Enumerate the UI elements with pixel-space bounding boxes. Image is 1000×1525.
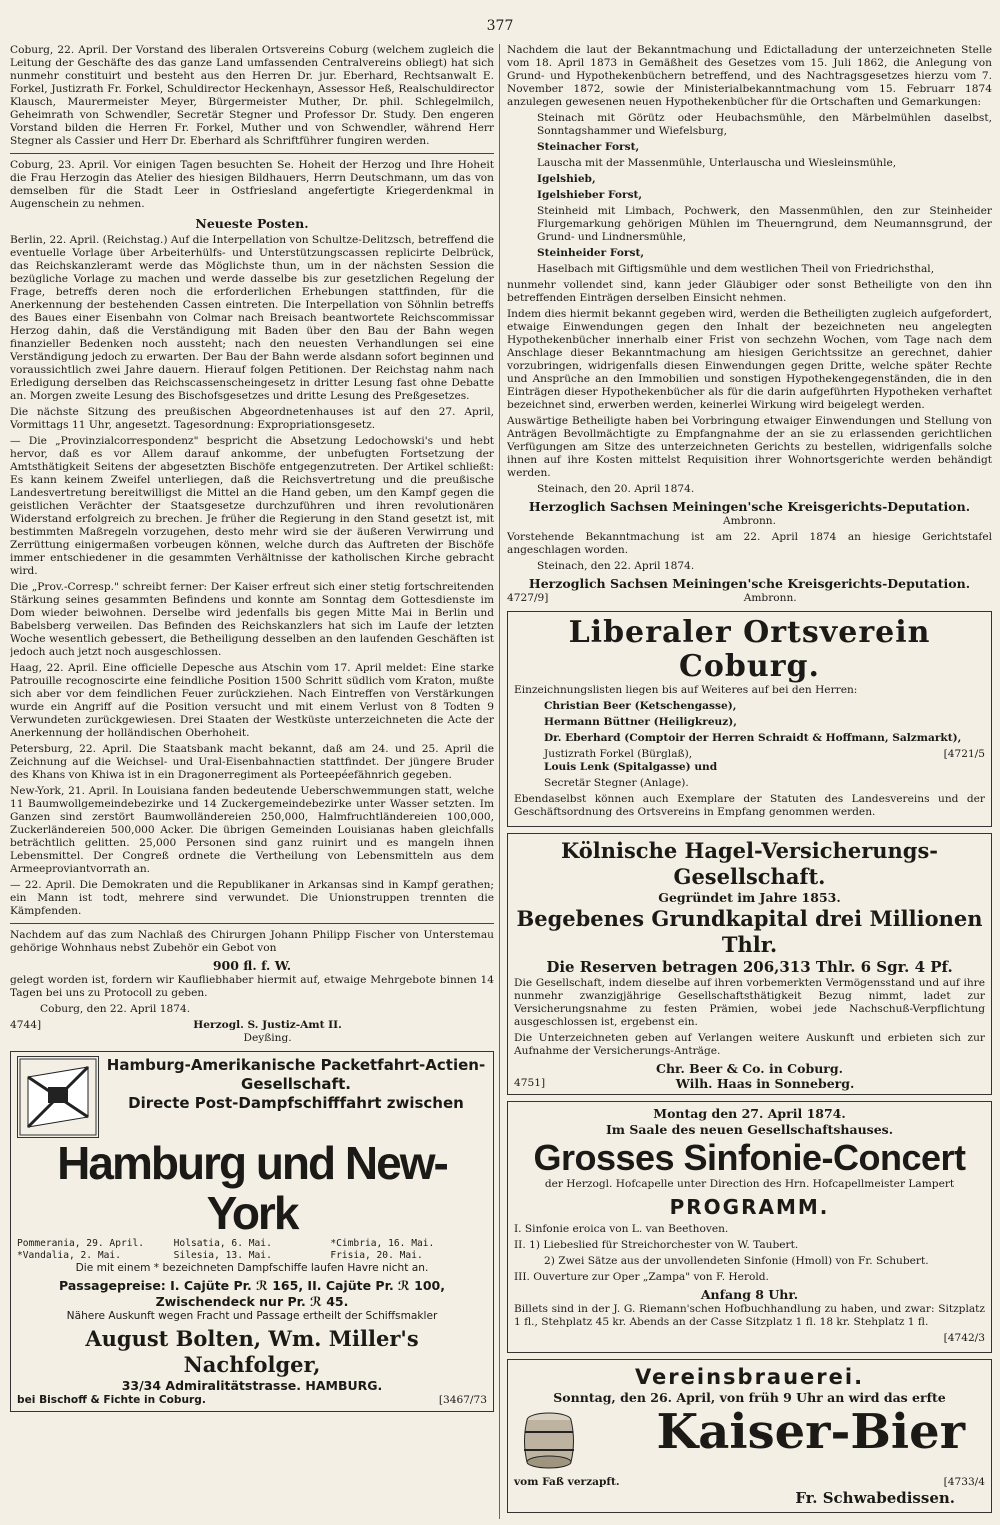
notice-hypotheken: Nachdem die laut der Bekanntmachung und Edictalladung der unterzeichneten Stelle vom 18. April 1873 in Gemäßheit des Gesetzes vom 15. Juli 1862, die Anlegung von Grund- und Hypothekenbüchern betreffend, und des Nachtragsgesetzes hierzu vom 7. November 1872, sowie der Ministerialbekanntmachung vom 15. Februarr 1874 anzulegen gewesenen neuen Hypothekenbücher für die Ortschaften und Gemarkungen: bbox=[507, 44, 992, 108]
place-item: Igelshieber Forst, bbox=[537, 189, 643, 201]
section-heading-neueste: Neueste Posten. bbox=[195, 216, 309, 231]
concert-billets: Billets sind in der J. G. Riemann'schen Hofbuchhandlung zu haben, und zwar: Sitzplatz 1 fl., Stehplatz 45 kr. Abends an der Casse Sitzplatz 1 fl. 18 kr. Stehplatz 1 fl. bbox=[514, 1303, 985, 1328]
fischer-amount: 900 fl. f. W. bbox=[212, 958, 292, 973]
place-item: Haselbach mit Giftigsmühle und dem westlichen Theil von Friedrichsthal, bbox=[537, 263, 935, 275]
hagel-agent-2: Wilh. Haas in Sonneberg. bbox=[675, 1076, 855, 1091]
lib-title: Liberaler Ortsverein Coburg. bbox=[568, 615, 931, 684]
lib-name: Secretär Stegner (Anlage). bbox=[544, 777, 689, 789]
hapag-route: Hamburg und New-York bbox=[57, 1137, 447, 1239]
ad-concert bbox=[507, 1101, 992, 1353]
hapag-title: Hamburg-Amerikanische Packetfahrt-Actien-Gesellschaft. bbox=[106, 1056, 486, 1093]
place-item: Lauscha mit der Massenmühle, Unterlauscha und Wiesleinsmühle, bbox=[537, 157, 897, 169]
brau-tap: vom Faß verzapft. bbox=[514, 1476, 620, 1488]
lib-name: Hermann Büttner (Heiligkreuz), bbox=[544, 716, 737, 728]
hagel-agent-1: Chr. Beer & Co. in Coburg. bbox=[656, 1061, 843, 1076]
schedule-entry: Holsatia, 6. Mai. bbox=[173, 1238, 272, 1249]
hapag-local: bei Bischoff & Fichte in Coburg. bbox=[17, 1394, 206, 1406]
fischer-text2: gelegt worden ist, fordern wir Kaufliebhaber hiermit auf, etwaige Mehrgebote binnen 14 Tagen bei uns zu Protocoll zu geben. bbox=[10, 974, 494, 999]
news-berlin: Berlin, 22. April. (Reichstag.) Auf die Interpellation von Schultze-Delitzsch, betreffend die eventuelle Vorlage über Arbeiterhülfs- und Unterstützungscassen replicirte Delbrück, das Reichskanzleramt werde das Möglichste thun, um in der nächsten Session die bezügliche Vorlage zu machen und werde dasselbe bis zur gesetzlichen Regelung der Frage, betreffs deren noch die erforderlichen Erhebungen stattfinden, für die Anerkennung der bestehenden Cassen eintreten. Die Interpellation von Söhnlin betreffs des Baues einer Eisenbahn von Colmar nach Breisach beantwortete Reichscommissar Herzog dahin, daß die Verständigung mit Baden über den Bau der Bahn wegen finanzieller Bedenken noch aussteht; nach den neuesten Verhandlungen sei eine Verständigung jedoch zu erwarten. Der Bau der Bahn werde alsdann sofort beginnen und voraussichtlich zwei Jahre dauern. Hierauf folgen Petitionen. Der Reichstag nahm nach Erledigung derselben das Reichscassenscheingesetz in dritter Lesung fast ohne Debatte an. Morgen zweite Lesung des Bischofsgesetzes und dritte Lesung des Preßgesetzes. bbox=[10, 234, 494, 402]
concert-number: [4742/3 bbox=[943, 1332, 985, 1344]
right-column bbox=[507, 44, 992, 1514]
places-list bbox=[507, 112, 992, 276]
ad-hapag bbox=[10, 1051, 494, 1412]
brau-sign: Fr. Schwabedissen. bbox=[795, 1489, 955, 1507]
concert-by: der Herzogl. Hofcapelle unter Direction des Hrn. Hofcapellmeister Lampert bbox=[544, 1178, 955, 1190]
lib-name: Justizrath Forkel (Bürglaß), bbox=[544, 748, 693, 760]
concert-anfang: Anfang 8 Uhr. bbox=[700, 1287, 799, 1302]
ad-liberaler-ortsverein bbox=[507, 611, 992, 827]
hapag-info: Nähere Auskunft wegen Fracht und Passage ertheilt der Schiffsmakler bbox=[66, 1310, 438, 1322]
notice-date-2: Steinach, den 22. April 1874. bbox=[537, 560, 695, 572]
left-column bbox=[10, 44, 494, 1514]
column-divider bbox=[499, 44, 500, 1519]
news-petersburg: Petersburg, 22. April. Die Staatsbank macht bekannt, daß am 24. und 25. April die Zeichnung auf die Weichsel- und Ural-Eisenbahnactien stattfindet. Der jüngere Bruder des Khans von Khiwa ist in ein Dragonerregiment als Porteepéefähnrich gegeben. bbox=[10, 743, 494, 781]
court-name-2: Herzoglich Sachsen Meiningen'sche Kreisgerichts-Deputation. bbox=[528, 576, 971, 591]
concert-title: Grosses Sinfonie-Concert bbox=[533, 1137, 966, 1178]
brau-sub: Sonntag, den 26. April, von früh 9 Uhr an wird das erfte bbox=[553, 1390, 946, 1405]
hapag-agent: August Bolten, Wm. Miller's Nachfolger, bbox=[85, 1326, 419, 1377]
notice-date: Steinach, den 20. April 1874. bbox=[537, 483, 695, 495]
ad-fischer bbox=[10, 929, 494, 1045]
hapag-address: 33/34 Admiralitätstrasse. HAMBURG. bbox=[121, 1378, 383, 1393]
schedule-entry: Silesia, 13. Mai. bbox=[173, 1250, 272, 1261]
notice-p4: Auswärtige Betheiligte haben bei Vorbringung etwaiger Einwendungen und Stellung von Anträgen Bevollmächtigte zu Empfangnahme der an sie zu erlassenden gerichtlichen Verfügungen am Sitze des unterzeichneten Gerichts zu bestellen, widrigenfalls solche ihnen auf ihre Kosten mittelst Requisition ihrer Wohnortsgerichte werden behändigt werden. bbox=[507, 415, 992, 479]
hagel-founded: Gegründet im Jahre 1853. bbox=[658, 890, 841, 905]
court-name: Herzoglich Sachsen Meiningen'sche Kreisgerichts-Deputation. bbox=[528, 499, 971, 514]
rule bbox=[10, 153, 494, 154]
hagel-number: 4751] bbox=[514, 1077, 546, 1089]
place-item: Steinheider Forst, bbox=[537, 247, 645, 259]
schedule-entry: Frisia, 20. Mai. bbox=[330, 1250, 423, 1261]
court-sign-2: Ambronn. bbox=[743, 592, 797, 604]
news-arkansas: — 22. April. Die Demokraten und die Republikaner in Arkansas sind in Kampf gerathen; ein Mann ist todt, mehrere sind verwundet. Die Unionstruppen trennten die Kämpfenden. bbox=[10, 879, 494, 917]
brau-number: [4733/4 bbox=[943, 1476, 985, 1488]
hagel-p2: Die Unterzeichneten geben auf Verlangen weitere Auskunft und erbieten sich zur Aufnahme der Versicherungs-Anträge. bbox=[514, 1032, 985, 1057]
programm-item: 2) Zwei Sätze aus der unvollendeten Sinfonie (Hmoll) von Fr. Schubert. bbox=[544, 1255, 929, 1267]
concert-place: Im Saale des neuen Gesellschaftshauses. bbox=[605, 1122, 894, 1137]
lib-name: Louis Lenk (Spitalgasse) und bbox=[544, 761, 718, 773]
hagel-p1: Die Gesellschaft, indem dieselbe auf ihren vorbemerkten Vermögensstand und auf ihre nunmehr zwanzigjährige Gesellschaftsthätigkeit Bezug nimmt, ladet zur Versicherungsnahme zu festen Prämien, wobei jede Nachschuß-Verpflichtung ausgeschlossen ist, ergebenst ein. bbox=[514, 977, 985, 1028]
hapag-zwischendeck: Zwischendeck nur Pr. ℛ 45. bbox=[155, 1294, 349, 1309]
ad-hagel bbox=[507, 833, 992, 1095]
hagel-capital: Begebenes Grundkapital drei Millionen Thlr. bbox=[516, 906, 983, 957]
lib-number: [4721/5 bbox=[943, 748, 985, 760]
notice-p2: nunmehr vollendet sind, kann jeder Gläubiger oder sonst Betheiligte von den ihn betreffenden Einträgen derselben Einsicht nehmen. bbox=[507, 279, 992, 304]
notice-p3: Indem dies hiermit bekannt gegeben wird, werden die Betheiligten zugleich aufgefordert, etwaige Einwendungen gegen den Inhalt der bezeichneten neu angelegten Hypothekenbücher innerhalb einer Frist von sechzehn Wochen, vom Tage nach dem Anschlage dieser Bekanntmachung am hiesigen Gerichtssitze an gerechnet, dahier vorzubringen, widrigenfalls diesen Einwendungen gegen Dritte, welche später Rechte und Ansprüche an den Immobilien und sonstigen Hypothekengegenständen, die in den Einträgen dieser Hypothekenbücher als für die darin aufgeführten Hypotheken verhaftet bezeichnet sind, erwerben werden, keinerlei Wirkung wird beigelegt werden. bbox=[507, 308, 992, 411]
schedule-entry: Pommerania, 29. April. bbox=[17, 1238, 145, 1249]
news-coburg-1: Coburg, 22. April. Der Vorstand des liberalen Ortsvereins Coburg (welchem zugleich die Leitung der Geschäfte des das ganze Land umfassenden Centralvereins obliegt) hat sich nunmehr constituirt und besteht aus den Herren Dr. jur. Eberhard, Rechtsanwalt E. Forkel, Justizrath Fr. Forkel, Schuldirector Heckenhayn, Assessor Heß, Realschuldirector Klausch, Maurermeister Meyer, Bürgermeister Muther, Dr. phil. Schlegelmilch, Geheimrath von Schwendler, Secretär Stegner und Professor Dr. Study. Den engeren Vorstand bilden die Herren Fr. Forkel, Muther und von Schwendler, während Herr Stegner als Cassier und Herr Dr. Eberhard als Schriftführer fungiren werden. bbox=[10, 44, 494, 147]
schedule-entry: *Vandalia, 2. Mai. bbox=[17, 1250, 121, 1261]
concert-date: Montag den 27. April 1874. bbox=[653, 1106, 846, 1121]
brau-big: Kaiser-Bier bbox=[656, 1406, 965, 1460]
lib-foot: Ebendaselbst können auch Exemplare der Statuten des Landesvereins und der Geschäftsordnung des Ortsvereins in Empfang genommen werden. bbox=[514, 793, 985, 818]
place-item: Steinach mit Görütz oder Heubachsmühle, den Märbelmühlen daselbst, Sonntagshammer und Wiefelsburg, bbox=[537, 112, 992, 137]
news-haag: Haag, 22. April. Eine officielle Depesche aus Atschin vom 17. April meldet: Eine starke Patrouille recognoscirte eine feindliche Position 1500 Schritt südlich vom Kraton, mußte sich aber vor dem feindlichen Feuer zurückziehen. Nach Eintreffen von Verstärkungen wurde ein Angriff auf die Position versucht und mit einem Verlust von 8 Todten 9 Verwundeten zurückgewiesen. Drei Staaten der Westküste unterzeichneten die Acte der Anerkennung der holländischen Oberhoheit. bbox=[10, 662, 494, 739]
fischer-sign: Deyßing. bbox=[243, 1032, 292, 1044]
place-item: Steinheid mit Limbach, Pochwerk, den Massenmühlen, den zur Steinheider Flurgemarkung gehörigen Mühlen im Theuerngrund, dem Neumannsgrund, der Grund- und Lindnersmühle, bbox=[537, 205, 992, 243]
news-provcorr: — Die „Provinzialcorrespondenz" bespricht die Absetzung Ledochowski's und hebt hervor, daß es vor Allem darauf ankomme, der unbefugten Fortsetzung der Amtsthätigkeit Seitens der abgesetzten Bischöfe entgegenzutreten. Der Artikel schließt: Es kann keinem Zweifel unterliegen, daß die Reichsvertretung und die preußische Landesvertretung bereitwilligst die Mittel an die Hand geben, um den Kampf gegen die geistlichen Verächter der Staatsgesetze durchzuführen und ihren revolutionären Widerstand erfolgreich zu brechen. Je früher die Regierung in den Stand gesetzt ist, mit bestimmten Maßregeln vorzugehen, desto mehr wird sie der äußeren Verwirrung und Zerrüttung einigermaßen vorbeugen können, welche durch das Auftreten der Bischöfe immer entschiedener in die gesammten Verhältnisse der katholischen Kirche gebracht wird. bbox=[10, 435, 494, 577]
hagel-reserve: Die Reserven betragen 206,313 Thlr. 6 Sgr. 4 Pf. bbox=[546, 958, 953, 976]
beer-barrel-icon bbox=[514, 1406, 584, 1476]
programm-item: II. 1) Liebeslied für Streichorchester von W. Taubert. bbox=[514, 1239, 799, 1251]
fischer-office: Herzogl. S. Justiz-Amt II. bbox=[193, 1019, 342, 1031]
fischer-date: Coburg, den 22. April 1874. bbox=[40, 1003, 191, 1015]
news-kaiser: Die „Prov.-Corresp." schreibt ferner: Der Kaiser erfreut sich einer stetig fortschreitenden Stärkung seines gesammten Befindens und konnte am Sonntag dem Gottesdienste im Dom wieder beiwohnen. Derselbe wird jedenfalls bis gegen Mitte Mai in Berlin und Babelsberg verweilen. Das Befinden des Reichskanzlers hat sich im Laufe der letzten Woche wesentlich gebessert, die Betheiligung desselben an den laufenden Geschäften ist jedoch auch jetzt noch ausgeschlossen. bbox=[10, 581, 494, 658]
news-abgeordnetenhaus: Die nächste Sitzung des preußischen Abgeordnetenhauses ist auf den 27. April, Vormittags 11 Uhr, angesetzt. Tagesordnung: Expropriationsgesetz. bbox=[10, 406, 494, 431]
hapag-sub: Directe Post-Dampfschifffahrt zwischen bbox=[128, 1094, 464, 1112]
hapag-schedule bbox=[17, 1238, 487, 1262]
rule bbox=[10, 923, 494, 924]
hagel-title: Kölnische Hagel-Versicherungs-Gesellschaft. bbox=[560, 838, 939, 889]
hapag-number: [3467/73 bbox=[438, 1394, 487, 1406]
court-number: 4727/9] bbox=[507, 592, 549, 604]
schedule-entry: *Cimbria, 16. Mai. bbox=[330, 1238, 435, 1249]
lib-intro: Einzeichnungslisten liegen bis auf Weiteres auf bei den Herren: bbox=[514, 684, 858, 696]
notice-p5: Vorstehende Bekanntmachung ist am 22. April 1874 an hiesige Gerichtstafel angeschlagen worden. bbox=[507, 531, 992, 556]
programm-item: III. Ouverture zur Oper „Zampa" von F. Herold. bbox=[514, 1271, 769, 1283]
hapag-flag-icon bbox=[17, 1056, 99, 1138]
news-newyork: New-York, 21. April. In Louisiana fanden bedeutende Ueberschwemmungen statt, welche 11 Baumwollgemeindebezirke und 14 Zuckergemeindebezirke unter Wasser setzten. Im Ganzen sind zerstört Baumwolländereien 250,000, Halmfruchtländereien 100,000, Zuckerländereien 500,000 Acker. Die übrigen Gemeinden Louisianas haben gleichfalls beträchtlich gelitten. 25,000 Personen sind ganz ruinirt und es mangeln ihnen Lebensmittel. Der Congreß ordnete die Vertheilung von Lebensmitteln aus dem Armeeproviantvorrath an. bbox=[10, 785, 494, 875]
hapag-note: Die mit einem * bezeichneten Dampfschiffe laufen Havre nicht an. bbox=[75, 1262, 429, 1274]
programm-item: I. Sinfonie eroica von L. van Beethoven. bbox=[514, 1223, 729, 1235]
brau-title: Vereinsbrauerei. bbox=[634, 1365, 865, 1389]
lib-name: Dr. Eberhard (Comptoir der Herren Schraidt & Hoffmann, Salzmarkt), bbox=[544, 732, 962, 744]
ad-brauerei bbox=[507, 1359, 992, 1513]
place-item: Steinacher Forst, bbox=[537, 141, 640, 153]
news-coburg-2: Coburg, 23. April. Vor einigen Tagen besuchten Se. Hoheit der Herzog und Ihre Hoheit die Frau Herzogin das Atelier des hiesigen Bildhauers, Herrn Deutschmann, um das von demselben für die Stadt Leer in Ostfriesland angefertigte Kriegerdenkmal in Augenschein zu nehmen. bbox=[10, 159, 494, 210]
programm-heading: PROGRAMM. bbox=[669, 1195, 830, 1219]
place-item: Igelshieb, bbox=[537, 173, 596, 185]
fischer-number: 4744] bbox=[10, 1019, 42, 1031]
hapag-prices: Passagepreise: I. Cajüte Pr. ℛ 165, II. Cajüte Pr. ℛ 100, bbox=[59, 1278, 445, 1293]
court-sign: Ambronn. bbox=[723, 515, 776, 527]
lib-name: Christian Beer (Ketschengasse), bbox=[544, 700, 737, 712]
page-number: 377 bbox=[486, 18, 514, 34]
fischer-text: Nachdem auf das zum Nachlaß des Chirurgen Johann Philipp Fischer von Unterstemau gehörige Wohnhaus nebst Zubehör ein Gebot von bbox=[10, 929, 494, 954]
